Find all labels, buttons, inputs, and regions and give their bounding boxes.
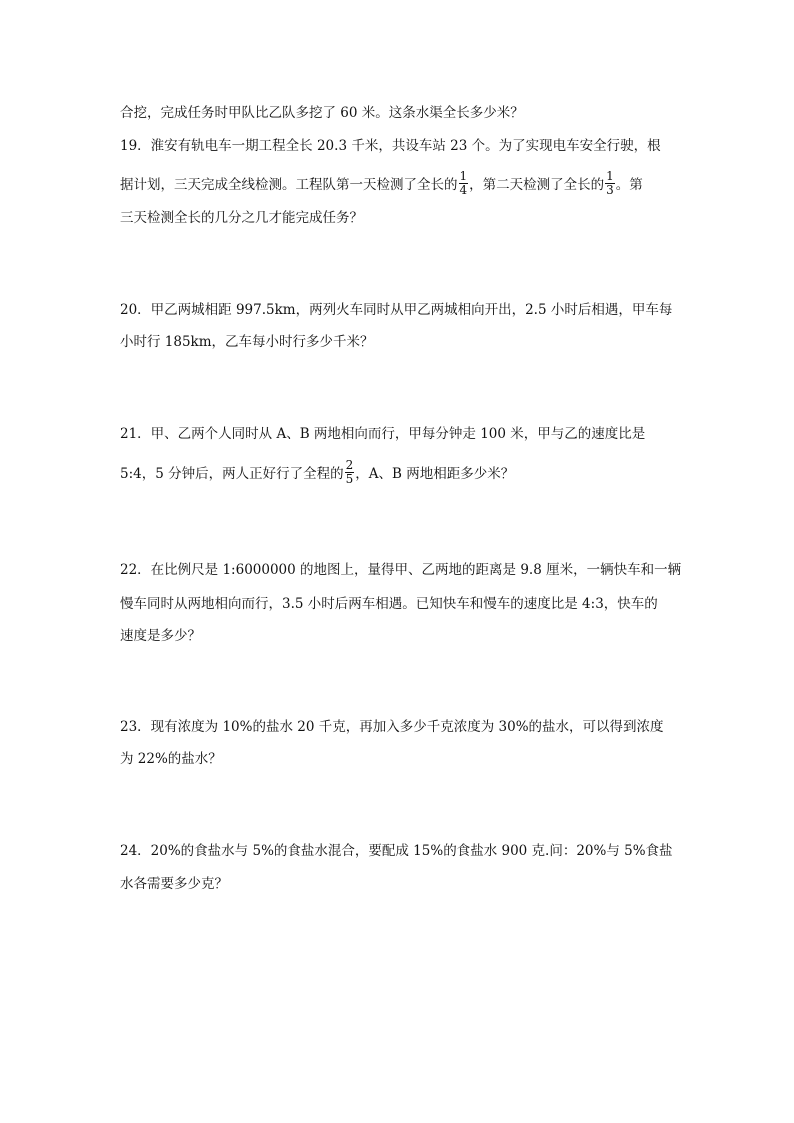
fraction-one-third	[605, 170, 615, 197]
problem-19-text-a: 据计划，三天完成全线检测。工程队第一天检测了全长的	[120, 177, 458, 193]
problem-24-line-2: 水各需要多少克？	[120, 876, 228, 892]
fraction-numerator: 1	[459, 169, 468, 183]
problem-19-line-3: 三天检测全长的几分之几才能完成任务？	[120, 210, 363, 226]
fraction-numerator: 1	[606, 169, 614, 183]
problem-23-line-1: 23．现有浓度为 10%的盐水 20 千克，再加入多少千克浓度为 30%的盐水，可以得到浓度	[120, 719, 664, 735]
problem-19-text-b: ，第二天检测了全长的	[469, 177, 605, 193]
problem-21-line-1: 21．甲、乙两个人同时从 A、B 两地相向而行，甲每分钟走 100 米，甲与乙的速度比是	[120, 426, 646, 442]
problem-20-line-2: 小时行 185km，乙车每小时行多少千米？	[120, 334, 374, 350]
problem-23-line-2: 为 22%的盐水？	[120, 751, 222, 767]
fraction-denominator: 5	[345, 472, 354, 486]
fraction-two-fifths	[345, 459, 355, 486]
problem-21-text-b: ，A、B 两地相距多少米？	[355, 466, 515, 482]
problem-24-line-1: 24．20%的食盐水与 5%的食盐水混合，要配成 15%的食盐水 900 克.问：20%与 5%食盐	[120, 843, 673, 859]
fraction-denominator: 3	[606, 183, 614, 197]
fraction-denominator: 4	[459, 183, 468, 197]
fraction-numerator: 2	[345, 458, 354, 472]
problem-18-continuation: 合挖，完成任务时甲队比乙队多挖了 60 米。这条水渠全长多少米？	[120, 105, 524, 121]
problem-21-line-2	[120, 458, 680, 488]
problem-19-line-2	[120, 169, 680, 199]
problem-19-text-c: 。第	[615, 177, 643, 193]
problem-22-line-2: 慢车同时从两地相向而行，3.5 小时后两车相遇。已知快车和慢车的速度比是 4:3，快车的	[120, 596, 658, 612]
problem-22-line-1: 22．在比例尺是 1:6000000 的地图上，量得甲、乙两地的距离是 9.8 厘米，一辆快车和一辆	[120, 562, 682, 578]
problem-21-text-a: 5:4，5 分钟后，两人正好行了全程的	[120, 466, 344, 482]
problem-19-line-1: 19．淮安有轨电车一期工程全长 20.3 千米，共设车站 23 个。为了实现电车安全行驶，根	[120, 138, 661, 154]
problem-20-line-1: 20．甲乙两城相距 997.5km，两列火车同时从甲乙两城相向开出，2.5 小时后相遇，甲车每	[120, 302, 673, 318]
problem-22-line-3: 速度是多少？	[120, 628, 201, 644]
fraction-one-quarter	[459, 170, 469, 197]
